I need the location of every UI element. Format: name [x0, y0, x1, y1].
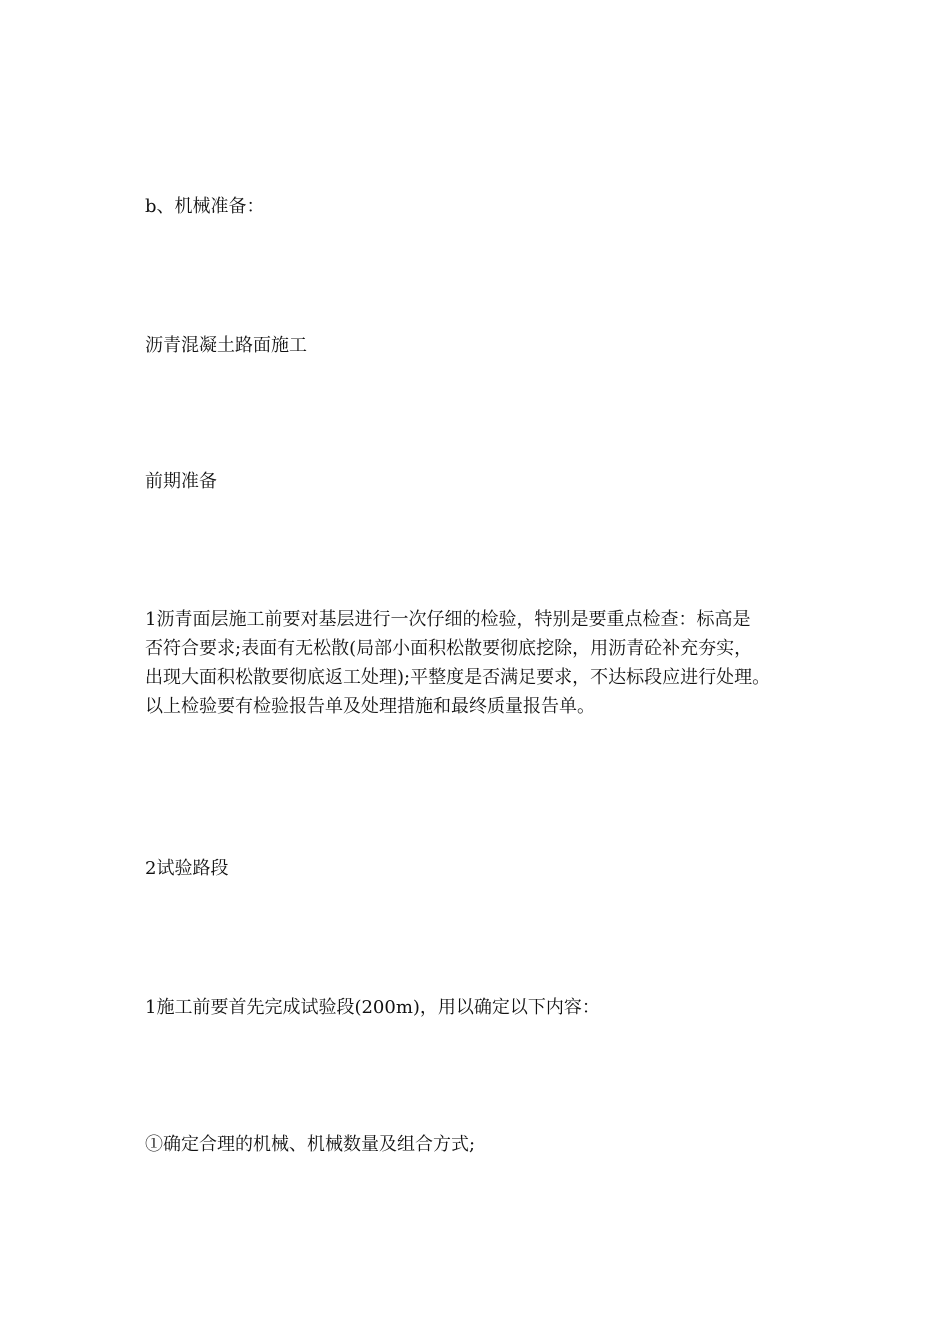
- paragraph-line: 出现大面积松散要彻底返工处理);平整度是否满足要求，不达标段应进行处理。: [145, 667, 771, 688]
- subsection-title: 前期准备: [145, 471, 217, 492]
- machinery-heading: b、机械准备：: [145, 196, 265, 217]
- paragraph-line: 以上检验要有检验报告单及处理措施和最终质量报告单。: [145, 696, 595, 717]
- paragraph-line: 1沥青面层施工前要对基层进行一次仔细的检验，特别是要重点检查：标高是: [145, 609, 751, 630]
- inspection-paragraph: [145, 605, 825, 721]
- paragraph-line: 否符合要求;表面有无松散(局部小面积松散要彻底挖除，用沥青砼补充夯实，: [145, 638, 753, 659]
- section-title: 沥青混凝土路面施工: [145, 335, 307, 356]
- trial-intro: 1施工前要首先完成试验段(200m)，用以确定以下内容：: [145, 997, 600, 1018]
- trial-point-1: ①确定合理的机械、机械数量及组合方式;: [145, 1134, 476, 1155]
- trial-section-title: 2试验路段: [145, 858, 229, 879]
